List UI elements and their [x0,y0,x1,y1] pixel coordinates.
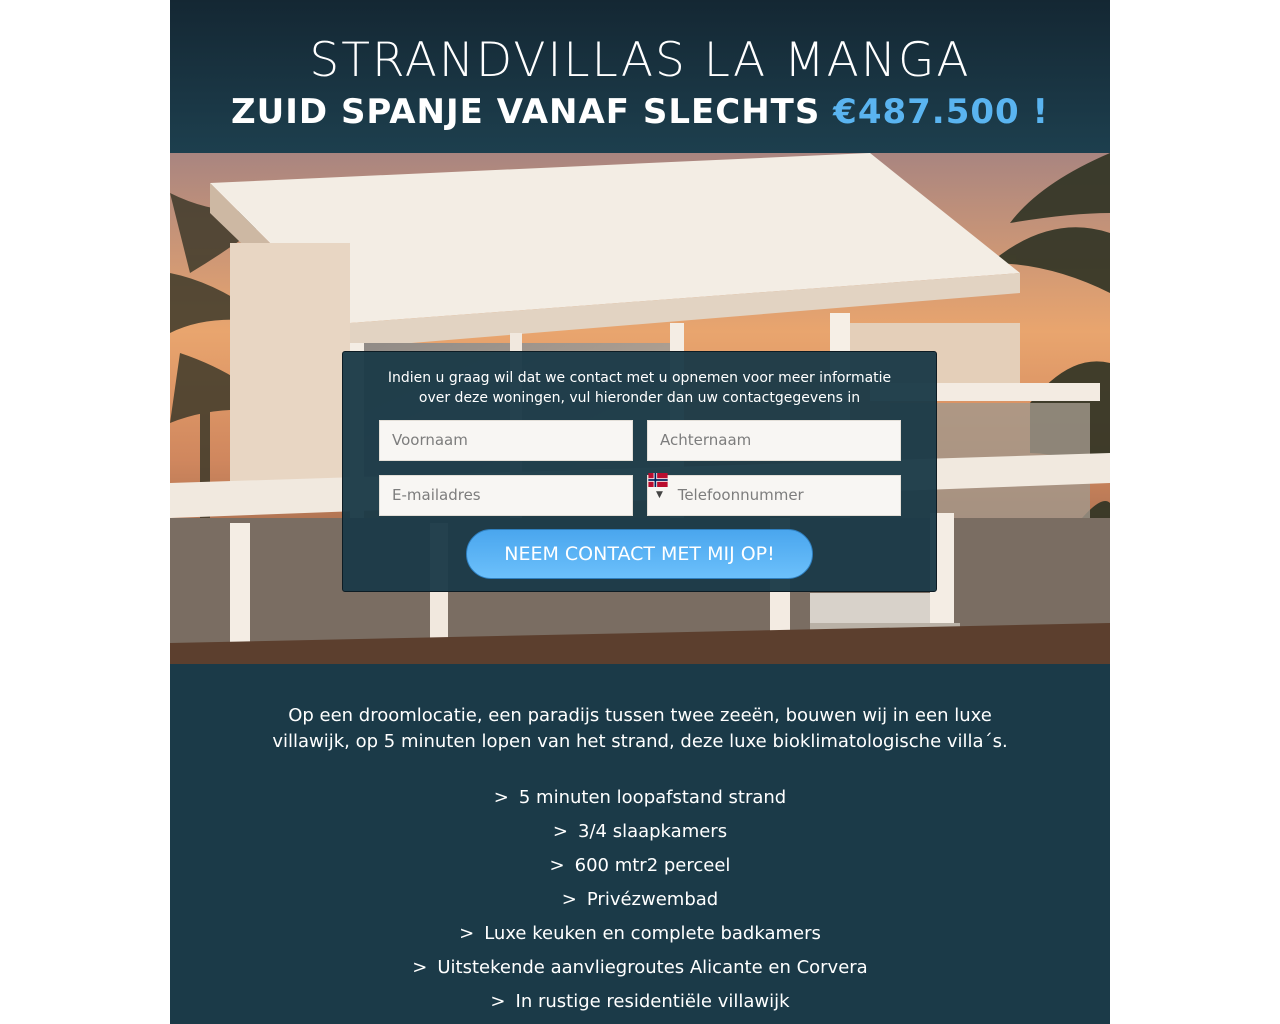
chevron-right-icon: > [490,991,506,1012]
feature-text: 3/4 slaapkamers [578,821,728,842]
chevron-right-icon: > [552,821,568,842]
description-line2: villawijk, op 5 minuten lopen van het strand, deze luxe bioklimatologische villa´s. [272,731,1008,752]
email-input[interactable]: E-mailadres [379,475,633,516]
feature-text: In rustige residentiële villawijk [515,991,790,1012]
last-name-input[interactable]: Achternaam [647,420,901,461]
landing-page [170,0,1110,1024]
country-selector[interactable] [656,486,678,504]
list-item [170,819,1110,853]
list-item [170,887,1110,921]
submit-button[interactable]: NEEM CONTACT MET MIJ OP! [466,529,813,579]
caret-down-icon: ▼ [656,490,663,500]
feature-text: Uitstekende aanvliegroutes Alicante en Corvera [437,957,868,978]
feature-text: 600 mtr2 perceel [574,855,731,876]
form-intro-line2: over deze woningen, vul hieronder dan uw contactgegevens in [418,390,861,406]
list-item [170,853,1110,887]
hero-image [170,153,1110,664]
form-intro [343,368,936,408]
feature-text: Privézwembad [586,889,719,910]
norway-flag-icon [648,473,668,487]
price-text: €487.500 ! [833,92,1050,132]
description-line1: Op een droomlocatie, een paradijs tussen twee zeeën, bouwen wij in een luxe [288,705,992,726]
contact-form [342,351,937,592]
page-title: STRANDVILLAS LA MANGA [309,33,971,88]
chevron-right-icon: > [549,855,565,876]
page-subtitle [170,90,1110,134]
list-item [170,785,1110,819]
list-item [170,921,1110,955]
chevron-right-icon: > [561,889,577,910]
feature-text: 5 minuten loopafstand strand [518,787,787,808]
feature-text: Luxe keuken en complete badkamers [484,923,821,944]
phone-placeholder: Telefoonnummer [677,486,804,504]
first-name-input[interactable]: Voornaam [379,420,633,461]
form-intro-line1: Indien u graag wil dat we contact met u opnemen voor meer informatie [387,370,892,386]
chevron-right-icon: > [493,787,509,808]
list-item [170,955,1110,989]
phone-input[interactable] [647,475,901,516]
page-header [170,0,1110,153]
list-item [170,989,1110,1023]
description [170,703,1110,755]
feature-list [170,785,1110,1023]
subtitle-text: ZUID SPANJE VANAF SLECHTS [230,92,834,132]
chevron-right-icon: > [412,957,428,978]
chevron-right-icon: > [459,923,475,944]
